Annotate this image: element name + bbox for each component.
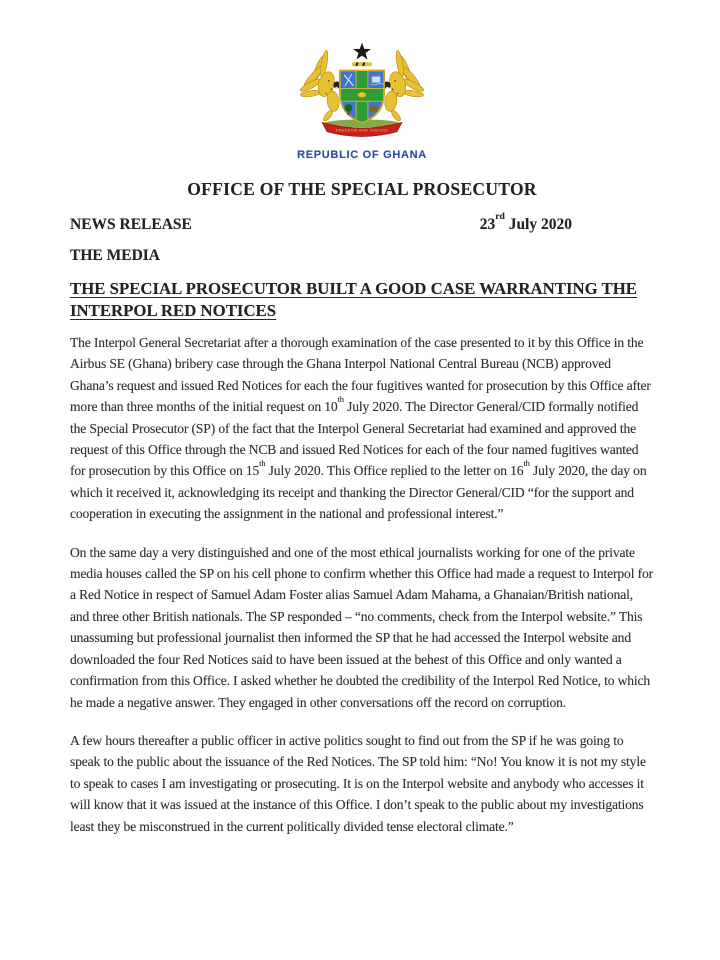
body-paragraph-2: On the same day a very distinguished and one of the most ethical journalists working for one of the private media houses called the SP on his cell phone to confirm whether this Office had made a request to Interpol for a Red Notice in respect of Samuel Adam Foster alias Samuel Adam Mahama, a Ghanaian/British national, and three other British nationals. The SP responded – “no comments, check from the Interpol website.” This unassuming but professional journalist then informed the SP that he had accessed the Interpol website and downloaded the four Red Notices said to have been issued at the behest of this Office and only wanted a confirmation from this Office. I asked whether he doubted the credibility of the Interpol Red Notice, to which he made a negative answer. They engaged in other conversations off the record on corruption. [70, 544, 653, 710]
crest-block [70, 40, 654, 161]
crest-caption: REPUBLIC OF GHANA [297, 149, 427, 161]
headline [70, 278, 654, 322]
left-eagle [299, 50, 343, 122]
body-paragraph-3: A few hours thereafter a public officer in active politics sought to find out from the SP if he was going to speak to the public about the issuance of the Red Notices. The SP told him: “No! You know it is not my style to speak to cases I am investigating or prosecuting. It is on the Interpol website and anybody who accesses it will know that it was issued at the instance of this Office. I don’t speak to the public about my investigations least they be misconstrued in the current politically divided tense electoral climate.” [70, 732, 646, 834]
release-date: 23rd July 2020 [479, 210, 572, 233]
headline-line-1: THE SPECIAL PROSECUTOR BUILT A GOOD CASE WARRANTING THE [70, 279, 637, 298]
right-eagle [381, 50, 425, 122]
ghana-coat-of-arms-icon [298, 40, 426, 142]
headline-line-2: INTERPOL RED NOTICES [70, 301, 277, 320]
torse [352, 62, 372, 66]
page-title: OFFICE OF THE SPECIAL PROSECUTOR [187, 179, 537, 199]
black-star-icon [353, 43, 371, 60]
body-paragraph-1: The Interpol General Secretariat after a thorough examination of the case presented to it by this Office in the Airbus SE (Ghana) bribery case through the Ghana Interpol National Central Bureau (NCB) approved Ghana’s request and issued Red Notices for each the four fugitives wanted for prosecution by this Office after more than three months of the initial request on 10th July 2020. The Director General/CID formally notified the Special Prosecutor (SP) of the fact that the Interpol General Secretariat had examined and approved the request of this Office through the NCB and issued Red Notices for each of the four named fugitives wanted for prosecution by this Office on 15th July 2020. This Office replied to the letter on 16th July 2020, the day on which it received it, acknowledging its receipt and thanking the Director General/CID “for the support and cooperation in executing the assignment in the national and professional interest.” [70, 335, 651, 522]
audience-label: THE MEDIA [70, 247, 160, 264]
news-release-label: NEWS RELEASE [70, 216, 192, 233]
meta-row [70, 210, 654, 234]
motto-text: FREEDOM AND JUSTICE [335, 127, 389, 133]
shield [340, 71, 384, 123]
